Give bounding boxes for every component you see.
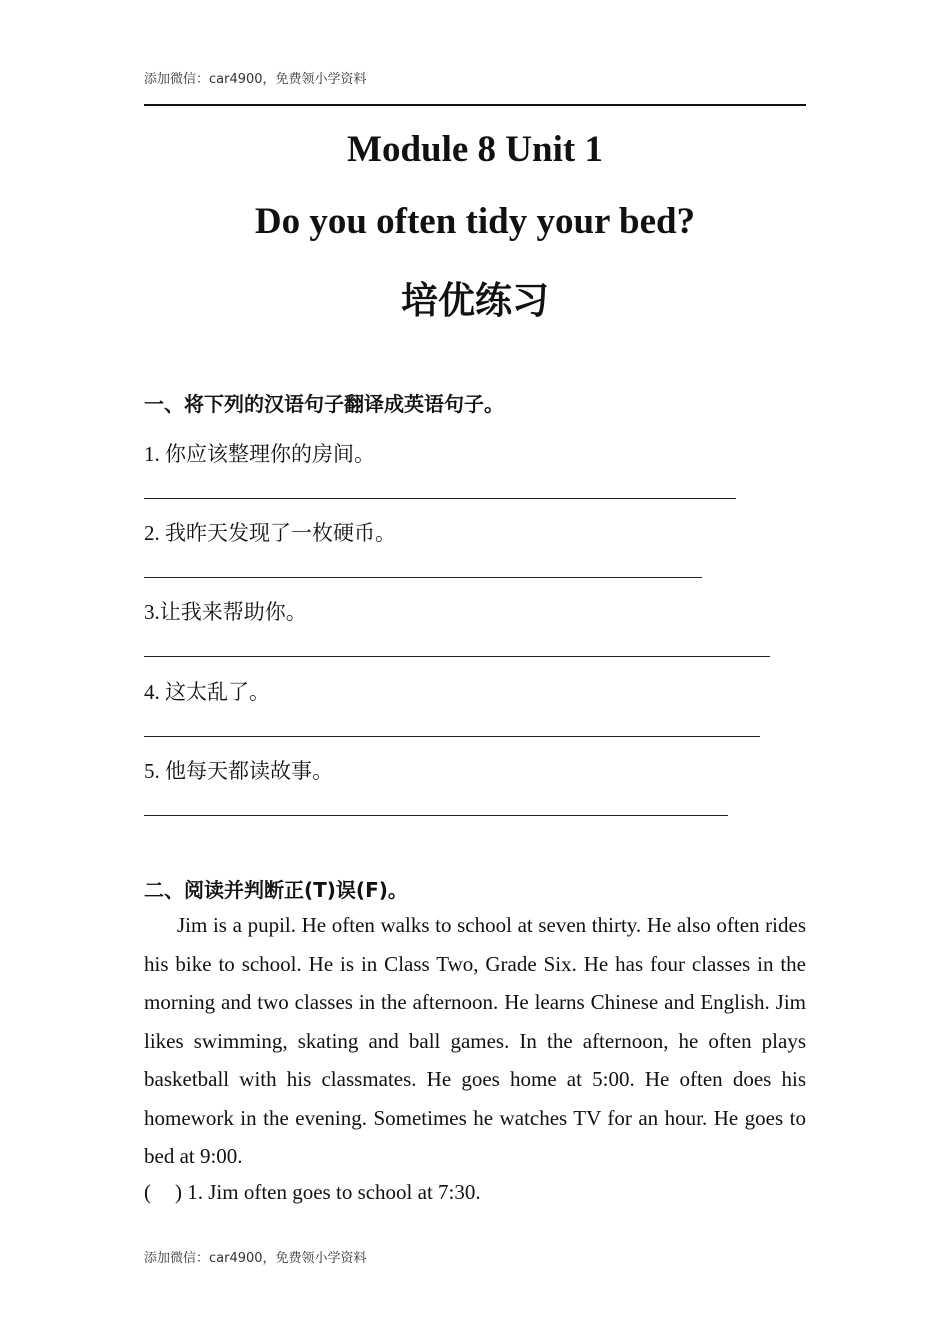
section2-heading: 二、阅读并判断正(T)误(F)。 (144, 878, 408, 902)
exercise-title: 培优练习 (401, 279, 549, 322)
answer-line-3 (144, 656, 770, 657)
answer-bracket-open: ( (144, 1180, 151, 1204)
section1-heading: 一、将下列的汉语句子翻译成英语句子。 (144, 392, 504, 416)
answer-line-1 (144, 498, 736, 499)
true-false-item-1 (144, 1180, 481, 1205)
reading-passage: Jim is a pupil. He often walks to school at seven thirty. He also often rides his bike to school. He is in Class Two, Grade Six. He has four classes in the morning and two classes in the afternoon. He learns Chinese and English. Jim likes swimming, skating and ball games. In the afternoon, he often plays basketball with his classmates. He goes home at 5:00. He often does his homework in the evening. Sometimes he watches TV for an hour. He goes to bed at 9:00. (144, 913, 806, 1168)
question-3: 3.让我来帮助你。 (144, 600, 307, 624)
question-1: 1. 你应该整理你的房间。 (144, 442, 375, 466)
footer-note: 添加微信：car4900，免费领小学资料 (144, 1251, 367, 1266)
answer-bracket-close: ) (175, 1180, 182, 1204)
module-title: Module 8 Unit 1 (347, 129, 603, 170)
question-2: 2. 我昨天发现了一枚硬币。 (144, 521, 396, 545)
header-divider (144, 104, 806, 106)
header-note: 添加微信：car4900，免费领小学资料 (144, 72, 367, 87)
question-5: 5. 他每天都读故事。 (144, 759, 333, 783)
answer-line-2 (144, 577, 702, 578)
question-4: 4. 这太乱了。 (144, 680, 270, 704)
lesson-title: Do you often tidy your bed? (254, 201, 696, 242)
answer-line-5 (144, 815, 728, 816)
true-false-statement: 1. Jim often goes to school at 7:30. (187, 1180, 481, 1204)
answer-line-4 (144, 736, 760, 737)
